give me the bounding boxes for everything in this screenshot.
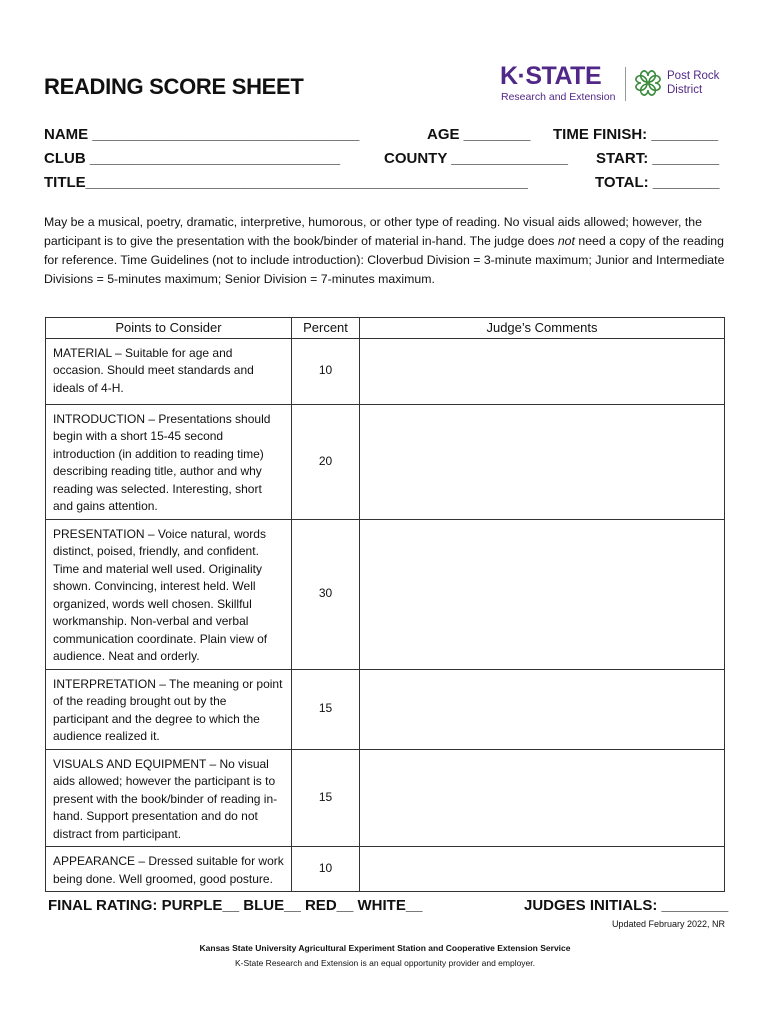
header-points: Points to Consider bbox=[46, 318, 292, 339]
table-row bbox=[46, 669, 725, 749]
percent-material: 10 bbox=[292, 338, 360, 404]
footer-equal-opportunity: K-State Research and Extension is an equal opportunity provider and employer. bbox=[234, 958, 536, 968]
criteria-material: MATERIAL – Suitable for age and occasion. Should meet standards and ideals of 4-H. bbox=[46, 338, 292, 404]
criteria-introduction: INTRODUCTION – Presentations should begin with a short 15-45 second introduction (in addition to reading time) describing reading title, author and why reading was selected. Interesting, short and gains attention. bbox=[46, 404, 292, 519]
final-rating[interactable]: FINAL RATING: PURPLE__ BLUE__ RED__ WHITE__ bbox=[48, 897, 423, 914]
percent-interpretation: 15 bbox=[292, 669, 360, 749]
svg-text:H: H bbox=[645, 82, 651, 88]
judges-initials[interactable]: JUDGES INITIALS: ________ bbox=[524, 897, 729, 914]
four-h-clover-icon bbox=[632, 67, 664, 99]
kstate-subtitle: Research and Extension bbox=[501, 91, 616, 103]
table-row bbox=[46, 404, 725, 519]
table-row bbox=[46, 519, 725, 669]
percent-introduction: 20 bbox=[292, 404, 360, 519]
percent-presentation: 30 bbox=[292, 519, 360, 669]
name-field[interactable]: NAME ________________________________ bbox=[44, 126, 360, 143]
criteria-visuals: VISUALS AND EQUIPMENT – No visual aids allowed; however the participant is to present with the book/binder of reading in-hand. Support presentation and do not distract from participant. bbox=[46, 749, 292, 847]
club-field[interactable]: CLUB ______________________________ bbox=[44, 150, 341, 167]
total-field[interactable]: TOTAL: ________ bbox=[595, 174, 720, 191]
kstate-4h-logo bbox=[500, 64, 730, 104]
page-title: READING SCORE SHEET bbox=[44, 74, 304, 99]
table-row bbox=[46, 338, 725, 404]
comments-appearance[interactable] bbox=[360, 847, 725, 892]
updated-note: Updated February 2022, NR bbox=[611, 919, 725, 929]
comments-material[interactable] bbox=[360, 338, 725, 404]
comments-presentation[interactable] bbox=[360, 519, 725, 669]
district-name: Post Rock District bbox=[667, 70, 720, 96]
criteria-interpretation: INTERPRETATION – The meaning or point of the reading brought out by the participant and the degree to which the audience realized it. bbox=[46, 669, 292, 749]
comments-interpretation[interactable] bbox=[360, 669, 725, 749]
table-row bbox=[46, 749, 725, 847]
start-field[interactable]: START: ________ bbox=[596, 150, 720, 167]
title-field[interactable]: TITLE_____________________________________________________ bbox=[44, 174, 528, 191]
instructions-paragraph: May be a musical, poetry, dramatic, interpretive, humorous, or other type of reading. No visual aids allowed; however, the participant is to give the presentation with the book/binder of material in-hand. The judge does not need a copy of the reading for reference. Time Guidelines (not to include introduction): Cloverbud Division = 3-minute maximum; Junior and Intermediate Divisions = 5-minutes maximum; Senior Division = 7-minutes maximum. bbox=[44, 215, 725, 286]
footer-institution: Kansas State University Agricultural Experiment Station and Cooperative Extension Service bbox=[199, 943, 571, 953]
logo-divider bbox=[625, 67, 626, 101]
table-row bbox=[46, 847, 725, 892]
table-header-row bbox=[46, 318, 725, 339]
kstate-wordmark: K·STATE bbox=[500, 62, 602, 90]
score-table bbox=[45, 317, 725, 892]
comments-visuals[interactable] bbox=[360, 749, 725, 847]
criteria-presentation: PRESENTATION – Voice natural, words distinct, poised, friendly, and confident. Time and material well used. Originality shown. Convincing, interest held. Well organized, words well chosen. Skillful workmanship. Non-verbal and verbal communication coordinate. Plain view of audience. Neat and orderly. bbox=[46, 519, 292, 669]
time-finish-field[interactable]: TIME FINISH: ________ bbox=[553, 126, 719, 143]
header-percent: Percent bbox=[292, 318, 360, 339]
header-comments: Judge’s Comments bbox=[360, 318, 725, 339]
comments-introduction[interactable] bbox=[360, 404, 725, 519]
criteria-appearance: APPEARANCE – Dressed suitable for work being done. Well groomed, good posture. bbox=[46, 847, 292, 892]
age-field[interactable]: AGE ________ bbox=[427, 126, 531, 143]
percent-visuals: 15 bbox=[292, 749, 360, 847]
percent-appearance: 10 bbox=[292, 847, 360, 892]
county-field[interactable]: COUNTY ______________ bbox=[384, 150, 569, 167]
